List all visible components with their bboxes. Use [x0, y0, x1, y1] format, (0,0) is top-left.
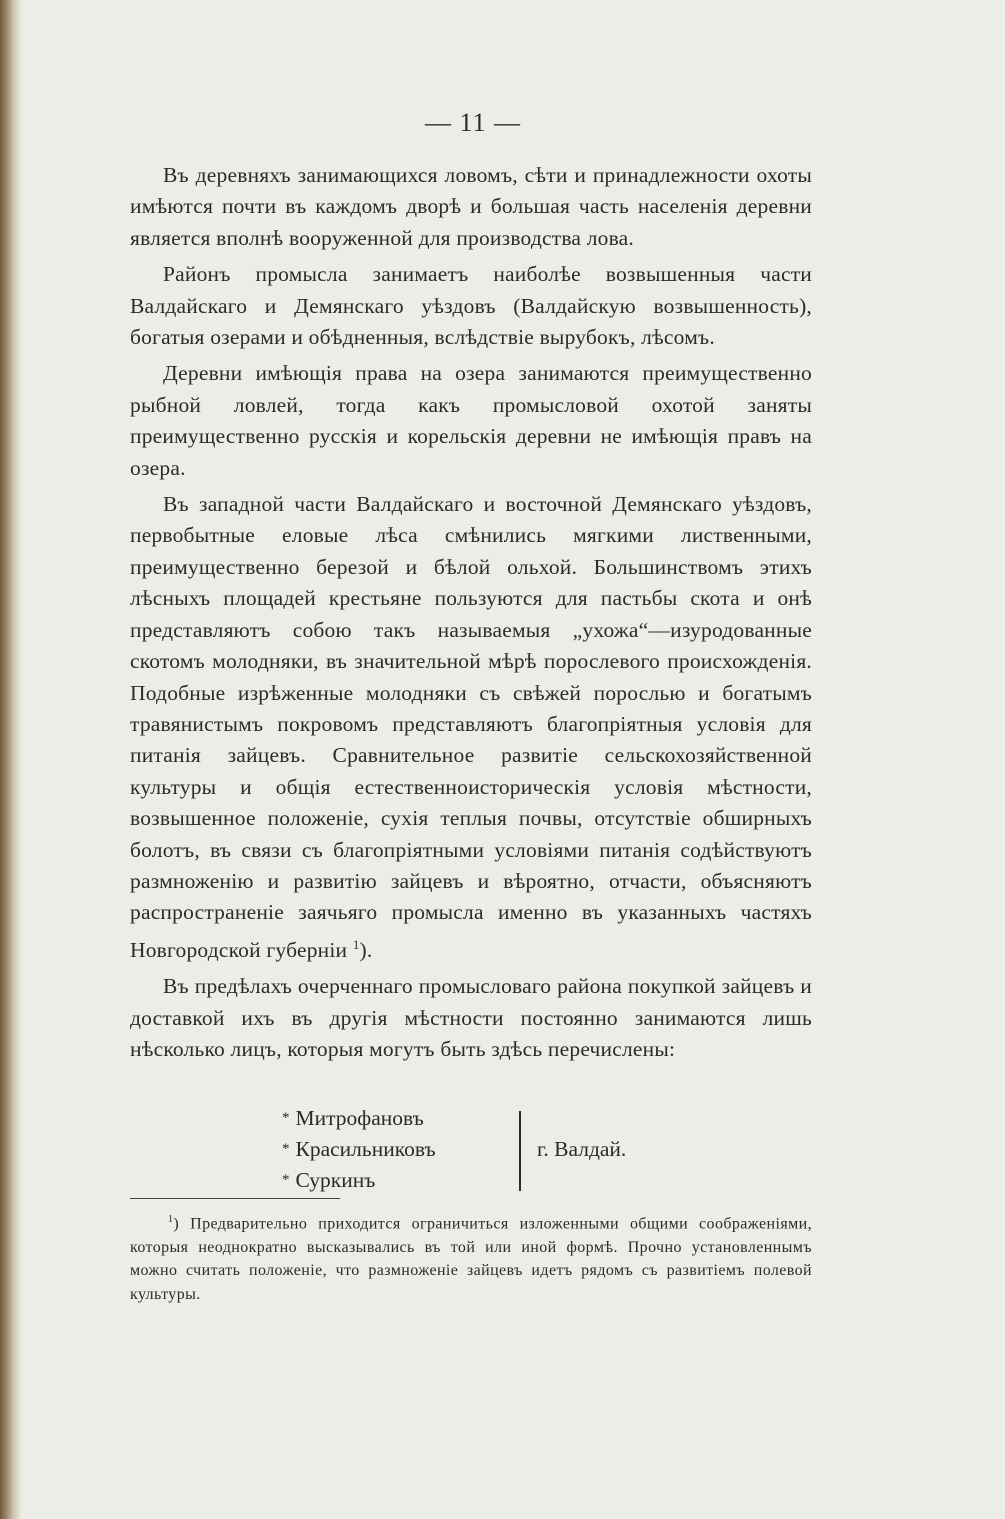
dealer-name: Суркинъ [295, 1168, 376, 1192]
asterisk-marker: * [282, 1141, 290, 1157]
footnote-reference[interactable]: 1 [352, 936, 360, 952]
paragraph-4-text: Въ западной части Валдайскаго и восточной Демянскаго уѣздовъ, первобытные еловые лѣса смѣнились мягкими лиственными, преимущественно березой и бѣлой ольхой. Большинствомъ этихъ лѣсныхъ площадей крестьяне пользуются для пастьбы скота и онѣ представляютъ собою такъ называемыя „ухожа“—изуродованные скотомъ молодняки, въ значительной мѣрѣ порослевого происхожденія. Подобные изрѣженные молодняки съ свѣжей порослью и богатымъ травянистымъ покровомъ представляютъ благопріятныя условія для питанія зайцевъ. Сравнительное развитіе сельскохозяйственной культуры и общія естественноисторическія условія мѣстности, возвышенное положеніе, сухія теплыя почвы, отсутствіе обширныхъ болотъ, въ связи съ благопріятными условіями питанія содѣйствуютъ размноженію и развитію зайцевъ и вѣроятно, отчасти, объясняютъ распространеніе заячьяго промысла именно въ указанныхъ частяхъ Новгородской губерніи [130, 492, 812, 962]
paragraph-4 [130, 489, 812, 966]
paragraph-2: Районъ промысла занимаетъ наиболѣе возвышенныя части Валдайскаго и Демянскаго уѣздовъ (Валдайскую возвышенность), богатыя озерами и обѣдненныя, вслѣдствіе вырубокъ, лѣсомъ. [130, 262, 812, 350]
footnote-divider [130, 1198, 340, 1199]
dealer-item [282, 1103, 502, 1134]
footnote-paragraph [130, 1208, 812, 1306]
dealer-name: Митрофановъ [295, 1106, 424, 1130]
footnote-marker: 1 [168, 1214, 174, 1225]
asterisk-marker: * [282, 1172, 290, 1188]
dealer-item [282, 1134, 502, 1165]
paragraph-3: Деревни имѣющія права на озера занимаются преимущественно рыбной ловлей, тогда какъ промысловой охотой заняты преимущественно русскія и корельскія деревни не имѣющія правъ на озера. [130, 361, 812, 480]
dealer-name: Красильниковъ [295, 1137, 436, 1161]
paragraph-5: Въ предѣлахъ очерченнаго промысловаго района покупкой зайцевъ и доставкой ихъ въ другія мѣстности постоянно занимаются лишь нѣсколько лицъ, которыя могутъ быть здѣсь перечислены: [130, 974, 812, 1062]
dealer-city: г. Валдай. [537, 1137, 627, 1161]
main-text [130, 160, 812, 1071]
footnote-reference-suffix: ). [359, 937, 373, 962]
paragraph-1: Въ деревняхъ занимающихся ловомъ, сѣти и принадлежности охоты имѣются почти въ каждомъ дворѣ и большая часть населенія деревни является вполнѣ вооруженной для производства лова. [130, 163, 812, 250]
footnote-text: ) Предварительно приходится ограничиться изложенными общими соображеніями, которыя неоднократно высказывались въ той или иной формѣ. Прочно установленнымъ можно считать положеніе, что размноженіе зайцевъ идетъ рядомъ съ развитіемъ полевой культуры. [130, 1215, 812, 1303]
footnote [130, 1208, 812, 1306]
dealer-list-block [282, 1103, 702, 1195]
page-number: — 11 — [424, 108, 522, 137]
grouping-bracket [519, 1111, 521, 1191]
dealer-names [282, 1103, 502, 1196]
dealer-item [282, 1165, 502, 1196]
asterisk-marker: * [282, 1110, 290, 1126]
page-binding-edge [0, 0, 22, 1519]
